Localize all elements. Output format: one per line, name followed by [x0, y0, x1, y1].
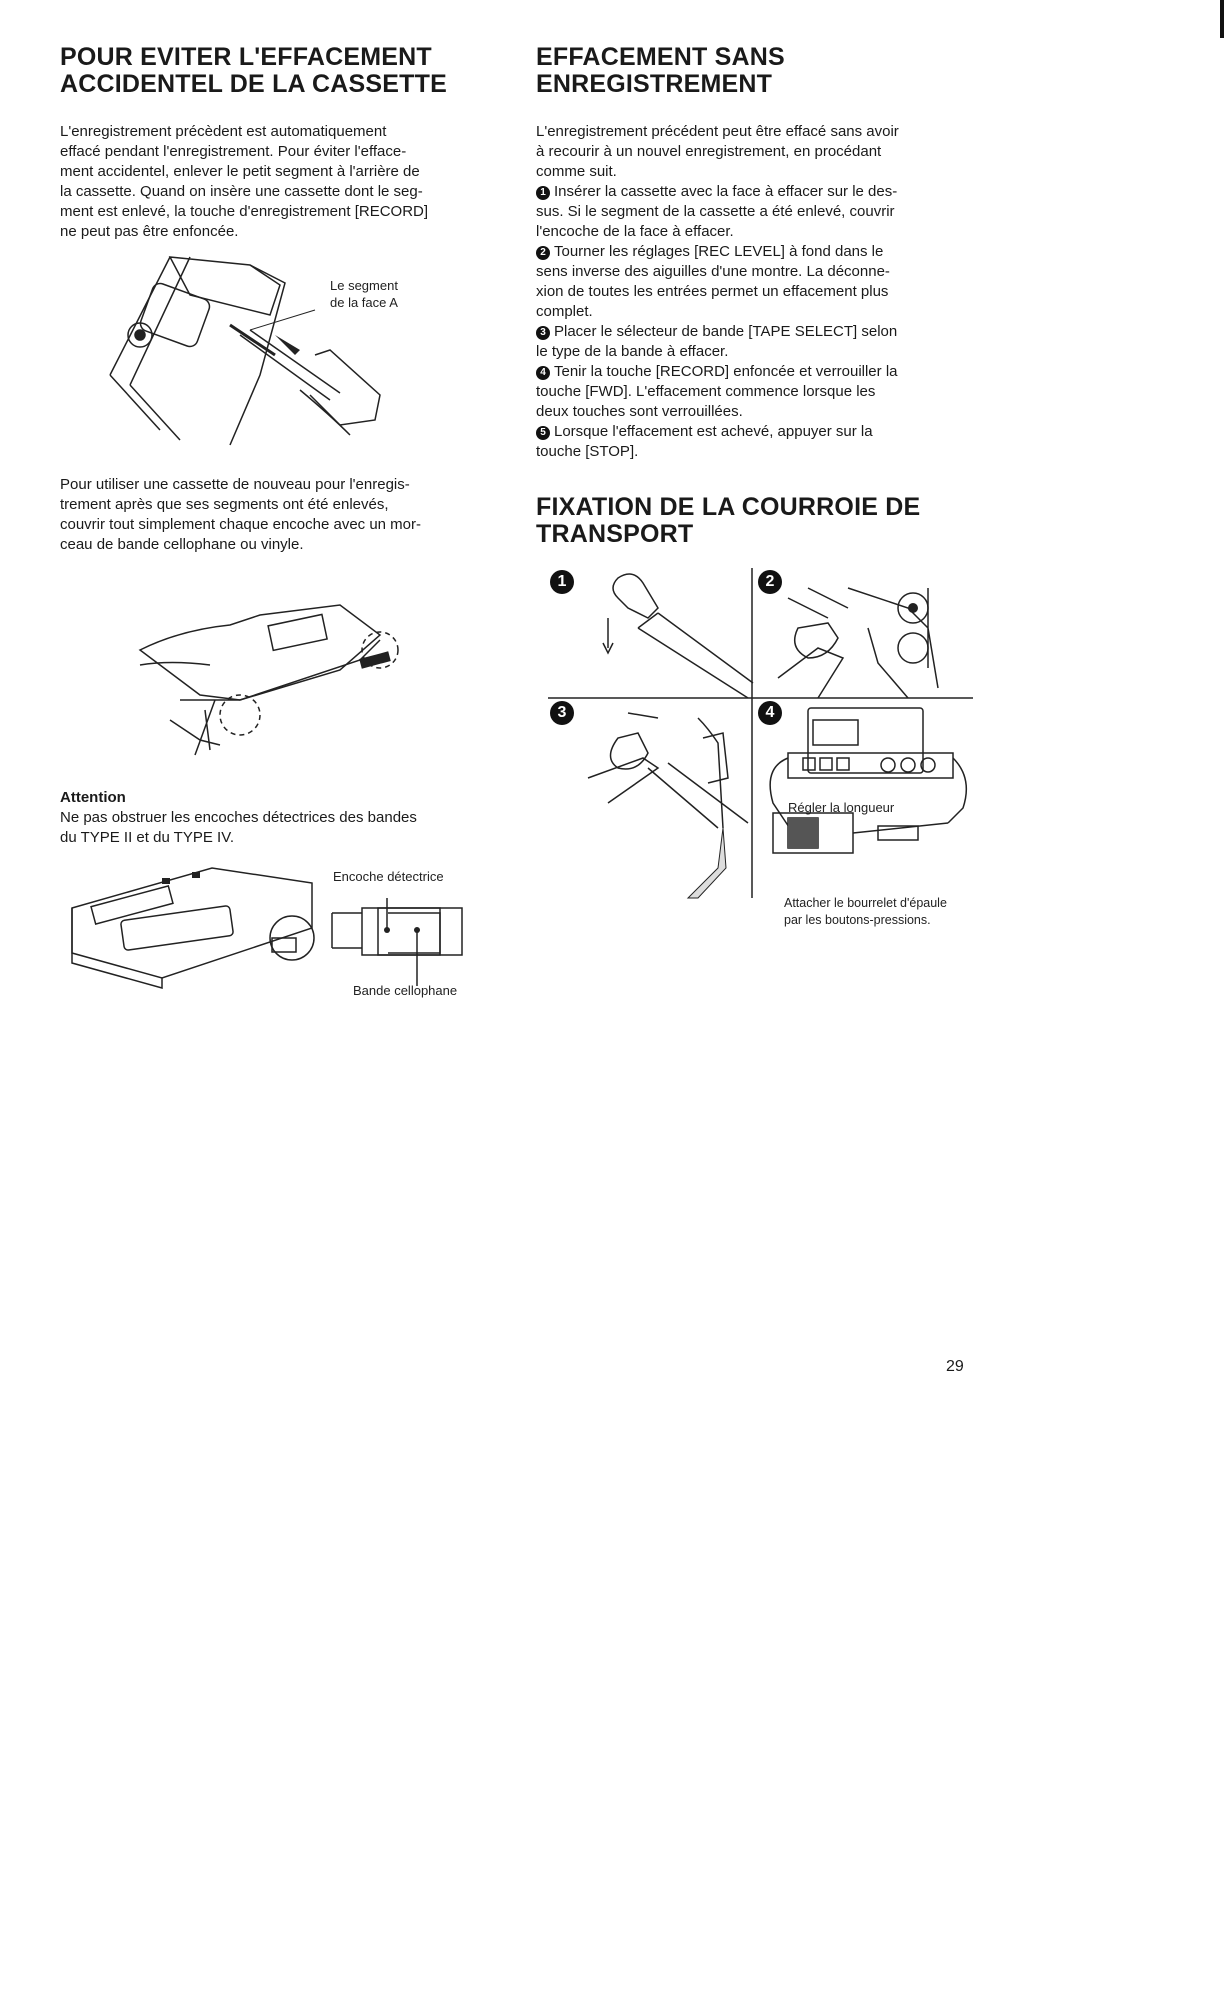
text-line: Insérer la cassette avec la face à effacer sur le des-	[554, 183, 898, 200]
text-line: Tourner les réglages [REC LEVEL] à fond dans le	[554, 243, 884, 260]
page-number: 29	[946, 1358, 964, 1375]
figure3-label-top: Encoche détectrice	[333, 869, 444, 884]
text-line: du TYPE II et du TYPE IV.	[60, 829, 234, 846]
heading-line-1: POUR EVITER L'EFFACEMENT	[60, 43, 432, 71]
attention-title: Attention	[60, 789, 126, 806]
heading-line-2: ENREGISTREMENT	[536, 70, 773, 98]
text-line: Ne pas obstruer les encoches détectrices des bandes	[60, 809, 417, 826]
label-line: de la face A	[330, 295, 398, 310]
right-column	[536, 44, 968, 548]
text-line: sens inverse des aiguilles d'une montre. La déconne-	[536, 263, 890, 280]
attention-text	[60, 808, 490, 848]
erase-intro	[536, 122, 968, 182]
text-line: deux touches sont verrouillées.	[536, 403, 743, 420]
step-number: 3	[536, 326, 550, 340]
reuse-paragraph	[60, 475, 490, 555]
text-line: complet.	[536, 303, 593, 320]
text-line: L'enregistrement précédent peut être effacé sans avoir	[536, 123, 899, 140]
erase-step-2	[536, 242, 968, 322]
heading-line-1: EFFACEMENT SANS	[536, 43, 785, 71]
label-line: Le segment	[330, 278, 398, 293]
text-line: touche [FWD]. L'effacement commence lorsque les	[536, 383, 876, 400]
panel-number-2: 2	[758, 570, 782, 594]
text-line: à recourir à un nouvel enregistrement, en procédant	[536, 143, 882, 160]
left-column	[60, 44, 490, 242]
figure-cover-notch	[140, 590, 410, 755]
erase-step-4	[536, 362, 968, 422]
panel-number-3: 3	[550, 701, 574, 725]
text-line: comme suit.	[536, 163, 617, 180]
text-line: ment est enlevé, la touche d'enregistrement [RECORD]	[60, 203, 429, 220]
heading-accidental-erasure	[60, 44, 490, 98]
text-line: L'enregistrement précèdent est automatiquement	[60, 123, 387, 140]
intro-paragraph	[60, 122, 490, 242]
figure1-label	[330, 277, 398, 311]
text-line: Tenir la touche [RECORD] enfoncée et verrouiller la	[554, 363, 898, 380]
heading-erase-without-record	[536, 44, 968, 98]
text-line: Lorsque l'effacement est achevé, appuyer sur la	[554, 423, 873, 440]
text-line: couvrir tout simplement chaque encoche avec un mor-	[60, 516, 422, 533]
step-number: 1	[536, 186, 550, 200]
text-line: ne peut pas être enfoncée.	[60, 223, 239, 240]
text-line: la cassette. Quand on insère une cassette dont le seg-	[60, 183, 423, 200]
figure-strap-grid	[548, 568, 978, 898]
caption-line: par les boutons-pressions.	[784, 913, 931, 927]
text-line: effacé pendant l'enregistrement. Pour éviter l'efface-	[60, 143, 407, 160]
text-line: sus. Si le segment de la cassette a été enlevé, couvrir	[536, 203, 895, 220]
text-line: le type de la bande à effacer.	[536, 343, 729, 360]
erase-step-1	[536, 182, 968, 242]
strap-caption	[784, 895, 947, 929]
heading-strap	[536, 494, 968, 548]
panel4-label: Régler la longueur	[788, 800, 895, 815]
text-line: touche [STOP].	[536, 443, 639, 460]
panel-number-4: 4	[758, 701, 782, 725]
heading-line-2: ACCIDENTEL DE LA CASSETTE	[60, 70, 447, 98]
panel-number-1: 1	[550, 570, 574, 594]
heading-line-1: FIXATION DE LA COURROIE DE	[536, 493, 921, 521]
step-number: 4	[536, 366, 550, 380]
caption-line: Attacher le bourrelet d'épaule	[784, 896, 947, 910]
erase-step-5	[536, 422, 968, 462]
text-line: ment accidentel, enlever le petit segment à l'arrière de	[60, 163, 420, 180]
text-line: Pour utiliser une cassette de nouveau pour l'enregis-	[60, 476, 410, 493]
erase-step-3	[536, 322, 968, 362]
heading-line-2: TRANSPORT	[536, 520, 694, 548]
text-line: l'encoche de la face à effacer.	[536, 223, 734, 240]
figure3-label-bottom: Bande cellophane	[353, 983, 458, 998]
step-number: 5	[536, 426, 550, 440]
attention-block	[60, 788, 490, 848]
text-line: Placer le sélecteur de bande [TAPE SELECT] selon	[554, 323, 898, 340]
text-line: ceau de bande cellophane ou vinyle.	[60, 536, 304, 553]
page-edge-mark	[1220, 0, 1224, 38]
step-number: 2	[536, 246, 550, 260]
text-line: xion de toutes les entrées permet un effacement plus	[536, 283, 889, 300]
text-line: trement après que ses segments ont été enlevés,	[60, 496, 389, 513]
